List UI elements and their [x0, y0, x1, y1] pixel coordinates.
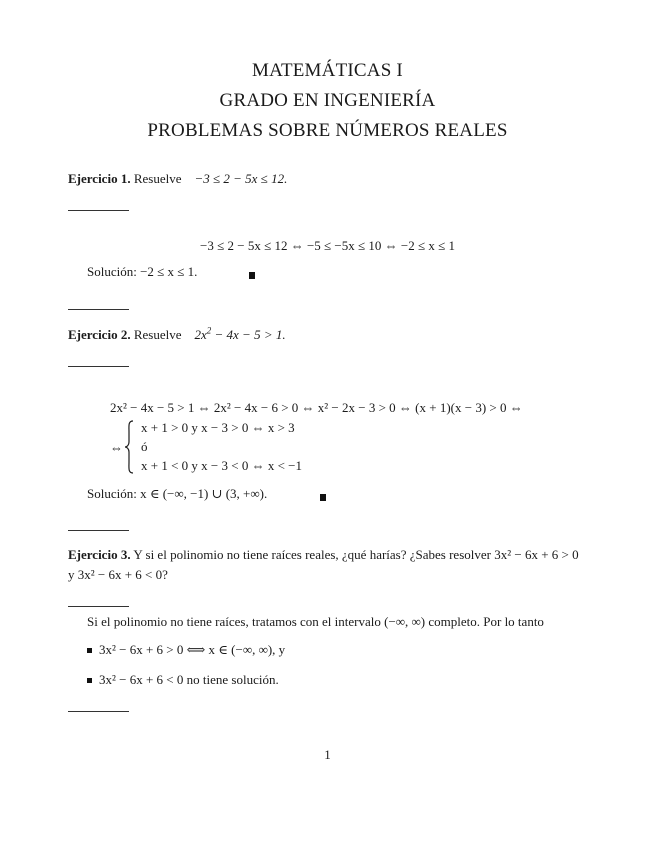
degree-title: GRADO EN INGENIERÍA	[219, 90, 436, 111]
exercise-1-derivation: −3 ≤ 2 − 5x ≤ 12 ⇔ −5 ≤ −5x ≤ 10 ⇔ −2 ≤ x ≤ 1	[200, 238, 455, 253]
qed-mark	[249, 272, 255, 279]
case-brace-icon	[124, 420, 134, 474]
separator-rule	[68, 530, 129, 531]
exercise-1-label: Ejercicio 1.	[68, 171, 131, 186]
sheet-title: PROBLEMAS SOBRE NÚMEROS REALES	[147, 120, 508, 141]
separator-rule	[68, 366, 129, 367]
separator-rule	[68, 210, 129, 211]
case-iff-symbol: ⇔	[110, 440, 123, 455]
exercise-2-label: Ejercicio 2.	[68, 327, 131, 342]
bullet-icon	[87, 648, 92, 653]
exercise-3-label: Ejercicio 3.	[68, 547, 131, 562]
separator-rule	[68, 309, 129, 310]
exercise-2-derivation: 2x² − 4x − 5 > 1 ⇔ 2x² − 4x − 6 > 0 ⇔ x² − 2x − 3 > 0 ⇔ (x + 1)(x − 3) > 0 ⇔	[110, 400, 523, 415]
exercise-3-answer: Si el polinomio no tiene raíces, tratamos con el intervalo (−∞, ∞) completo. Por lo tanto	[87, 614, 544, 629]
exercise-1-statement	[68, 171, 287, 187]
exercise-1-inequality: −3 ≤ 2 − 5x ≤ 12.	[194, 171, 288, 186]
exercise-2-statement	[68, 327, 286, 343]
case-1: x + 1 > 0 y x − 3 > 0 ⇔ x > 3	[141, 420, 295, 435]
case-or: ó	[141, 439, 148, 454]
exercise-3-question-line2: y 3x² − 6x + 6 < 0?	[68, 567, 168, 582]
bullet-item-2: 3x² − 6x + 6 < 0 no tiene solución.	[99, 672, 279, 687]
bullet-item-1: 3x² − 6x + 6 > 0 ⟺ x ∈ (−∞, ∞), y	[99, 642, 286, 657]
exercise-1-solution: Solución: −2 ≤ x ≤ 1.	[87, 264, 198, 279]
exercise-3-question-line1: Y si el polinomio no tiene raíces reales, ¿qué harías? ¿Sabes resolver 3x² − 6x + 6 > 0	[133, 547, 579, 562]
bullet-icon	[87, 678, 92, 683]
exercise-2-prompt: Resuelve	[133, 327, 182, 342]
exercise-3-statement	[68, 547, 579, 563]
separator-rule	[68, 606, 129, 607]
exercise-2-inequality: $2x^2 - 4x - 5 > 1$.	[194, 325, 286, 342]
exercise-2-solution: Solución: x ∈ (−∞, −1) ∪ (3, +∞).	[87, 486, 268, 501]
page-number: 1	[324, 747, 331, 762]
qed-mark	[320, 494, 326, 501]
case-2: x + 1 < 0 y x − 3 < 0 ⇔ x < −1	[141, 458, 302, 473]
exercise-1-prompt: Resuelve	[133, 171, 182, 186]
course-title: MATEMÁTICAS I	[252, 60, 403, 81]
separator-rule	[68, 711, 129, 712]
